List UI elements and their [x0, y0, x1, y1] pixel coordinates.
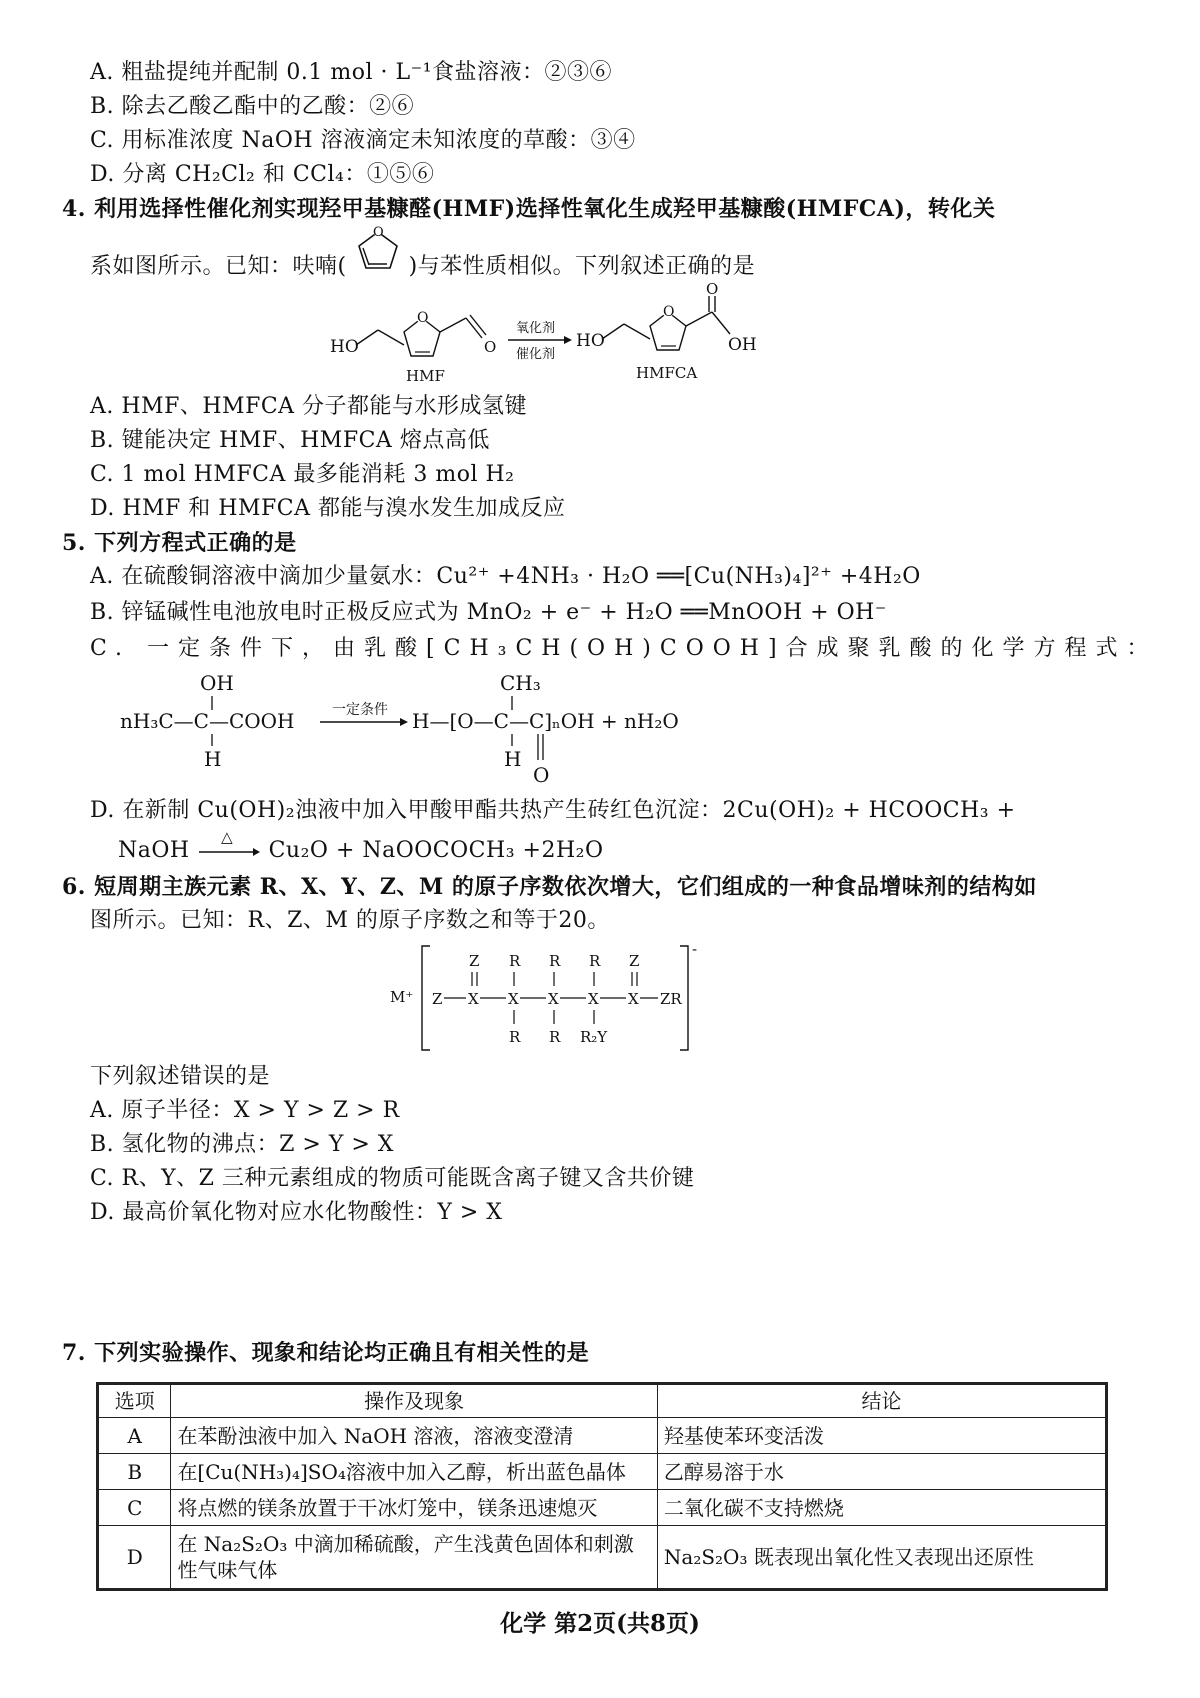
q5-d-naoh: NaOH: [118, 838, 190, 863]
q7-stem: 7. 下列实验操作、现象和结论均正确且有相关性的是: [62, 1340, 590, 1366]
q6-sub-stem: 下列叙述错误的是: [90, 1064, 271, 1089]
chain-4: X: [588, 990, 599, 1008]
hmfca-ho: HO: [576, 331, 605, 351]
q3-option-c: C. 用标准浓度 NaOH 溶液滴定未知浓度的草酸：③④: [90, 128, 636, 153]
eq-ch3: CH₃: [500, 671, 541, 695]
svg-text:O: O: [372, 225, 384, 240]
q6-stem-line2: 图所示。已知：R、Z、M 的原子序数之和等于20。: [90, 908, 610, 933]
table-row: [98, 1526, 1107, 1590]
row-a-conclusion: 羟基使苯环变活泼: [657, 1418, 1106, 1454]
table-row: [98, 1418, 1107, 1454]
heat-arrow: [197, 828, 261, 866]
heat-symbol: △: [221, 828, 234, 846]
row-d-option: D: [98, 1526, 171, 1590]
header-operation: 操作及现象: [171, 1384, 657, 1418]
q4-option-a: A. HMF、HMFCA 分子都能与水形成氢键: [90, 394, 528, 419]
header-option: 选项: [98, 1384, 171, 1418]
bottom-0: R: [509, 1028, 521, 1046]
q3-option-b: B. 除去乙酸乙酯中的乙酸：②⑥: [90, 94, 415, 119]
hmf-reaction-scheme: [320, 282, 840, 392]
q7-experiment-table: [96, 1382, 1108, 1591]
hmf-label: HMF: [406, 367, 445, 385]
row-c-operation: 将点燃的镁条放置于干冰灯笼中，镁条迅速熄灭: [171, 1490, 657, 1526]
arrow-oxidant: 氧化剂: [516, 321, 556, 336]
header-conclusion: 结论: [657, 1384, 1106, 1418]
q6-option-b: B. 氢化物的沸点：Z > Y > X: [90, 1132, 394, 1157]
table-row: [98, 1490, 1107, 1526]
q5-stem: 5. 下列方程式正确的是: [62, 530, 297, 556]
structure-charge: -: [692, 940, 698, 958]
top-0: Z: [469, 952, 480, 970]
q4-stem: 4. 利用选择性催化剂实现羟甲基糠醛(HMF)选择性氧化生成羟甲基糠酸(HMFCA)，转化关: [62, 196, 996, 222]
arrow-catalyst: 催化剂: [516, 347, 556, 362]
q4-stem-line2-b: )与苯性质相似。下列叙述正确的是: [408, 254, 756, 279]
row-b-operation: 在[Cu(NH₃)₄]SO₄溶液中加入乙醇，析出蓝色晶体: [171, 1454, 657, 1490]
q6-stem: 6. 短周期主族元素 R、X、Y、Z、M 的原子序数依次增大，它们组成的一种食品增味剂的结构如: [62, 874, 1037, 900]
q5-option-a: A. 在硫酸铜溶液中滴加少量氨水：Cu²⁺ +4NH₃ · H₂O ══[Cu(NH₃)₄]²⁺ +4H₂O: [90, 564, 921, 589]
q4-option-d: D. HMF 和 HMFCA 都能与溴水发生加成反应: [90, 496, 566, 521]
chain-6: ZR: [660, 990, 682, 1008]
q6-option-d: D. 最高价氧化物对应水化物酸性：Y > X: [90, 1200, 503, 1225]
eq-o-bottom: O: [533, 763, 550, 787]
q6-structure-diagram: [390, 938, 720, 1058]
hmf-carbonyl-o: O: [484, 338, 497, 356]
eq-left-main: nH₃C—C—COOH: [120, 709, 295, 733]
eq-h-right: H: [504, 747, 522, 771]
eq-right-main: H—[O—C—C]ₙOH + nH₂O: [412, 709, 679, 733]
hmfca-label: HMFCA: [636, 364, 698, 382]
top-1: R: [509, 952, 521, 970]
q4-stem-line2-a: 系如图所示。已知：呋喃(: [90, 254, 347, 279]
top-3: R: [589, 952, 601, 970]
q6-option-a: A. 原子半径：X > Y > Z > R: [90, 1098, 400, 1123]
top-2: R: [549, 952, 561, 970]
row-a-operation: 在苯酚浊液中加入 NaOH 溶液，溶液变澄清: [171, 1418, 657, 1454]
hmf-ring-o: O: [417, 310, 429, 326]
hmf-ho: HO: [330, 337, 359, 357]
chain-2: X: [508, 990, 519, 1008]
row-a-option: A: [98, 1418, 171, 1454]
eq-oh: OH: [200, 671, 234, 695]
row-d-conclusion: Na₂S₂O₃ 既表现出氧化性又表现出还原性: [657, 1526, 1106, 1590]
q5-option-b: B. 锌锰碱性电池放电时正极反应式为 MnO₂ + e⁻ + H₂O ══MnOOH + OH⁻: [90, 600, 887, 625]
q4-option-b: B. 键能决定 HMF、HMFCA 熔点高低: [90, 428, 490, 453]
q6-option-c: C. R、Y、Z 三种元素组成的物质可能既含离子键又含共价键: [90, 1166, 695, 1191]
q3-option-a: A. 粗盐提纯并配制 0.1 mol · L⁻¹食盐溶液：②③⑥: [90, 60, 613, 85]
bottom-2: R₂Y: [580, 1028, 608, 1046]
row-b-conclusion: 乙醇易溶于水: [657, 1454, 1106, 1490]
q5-option-d-line2: [118, 828, 604, 866]
hmfca-oh: OH: [728, 335, 757, 355]
q3-option-d: D. 分离 CH₂Cl₂ 和 CCl₄：①⑤⑥: [90, 162, 435, 187]
hmfca-carbonyl-o: O: [706, 282, 719, 298]
eq-h-left: H: [204, 747, 222, 771]
eq-condition: 一定条件: [332, 702, 388, 718]
q4-stem-line2: [90, 225, 756, 282]
table-header-row: [98, 1384, 1107, 1418]
top-4: Z: [629, 952, 640, 970]
q5-d-products: Cu₂O + NaOOCOCH₃ +2H₂O: [268, 838, 604, 863]
table-row: [98, 1454, 1107, 1490]
structure-cation: M⁺: [390, 988, 414, 1006]
hmfca-ring-o: O: [663, 304, 675, 320]
row-c-option: C: [98, 1490, 171, 1526]
q4-option-c: C. 1 mol HMFCA 最多能消耗 3 mol H₂: [90, 462, 515, 487]
row-c-conclusion: 二氧化碳不支持燃烧: [657, 1490, 1106, 1526]
q5-option-c: C. 一定条件下，由乳酸[CH₃CH(OH)COOH]合成聚乳酸的化学方程式：: [90, 636, 1158, 661]
row-d-operation: 在 Na₂S₂O₃ 中滴加稀硫酸，产生浅黄色固体和刺激性气味气体: [171, 1526, 657, 1590]
polylactic-acid-equation: [120, 668, 760, 788]
q5-option-d: D. 在新制 Cu(OH)₂浊液中加入甲酸甲酯共热产生砖红色沉淀：2Cu(OH)₂ + HCOOCH₃ +: [90, 798, 1016, 823]
chain-0: Z: [432, 990, 443, 1008]
bottom-1: R: [549, 1028, 561, 1046]
chain-5: X: [628, 990, 639, 1008]
furan-icon: [347, 225, 409, 282]
chain-1: X: [468, 990, 479, 1008]
row-b-option: B: [98, 1454, 171, 1490]
page-footer: 化学 第2页(共8页): [500, 1610, 700, 1637]
chain-3: X: [548, 990, 559, 1008]
